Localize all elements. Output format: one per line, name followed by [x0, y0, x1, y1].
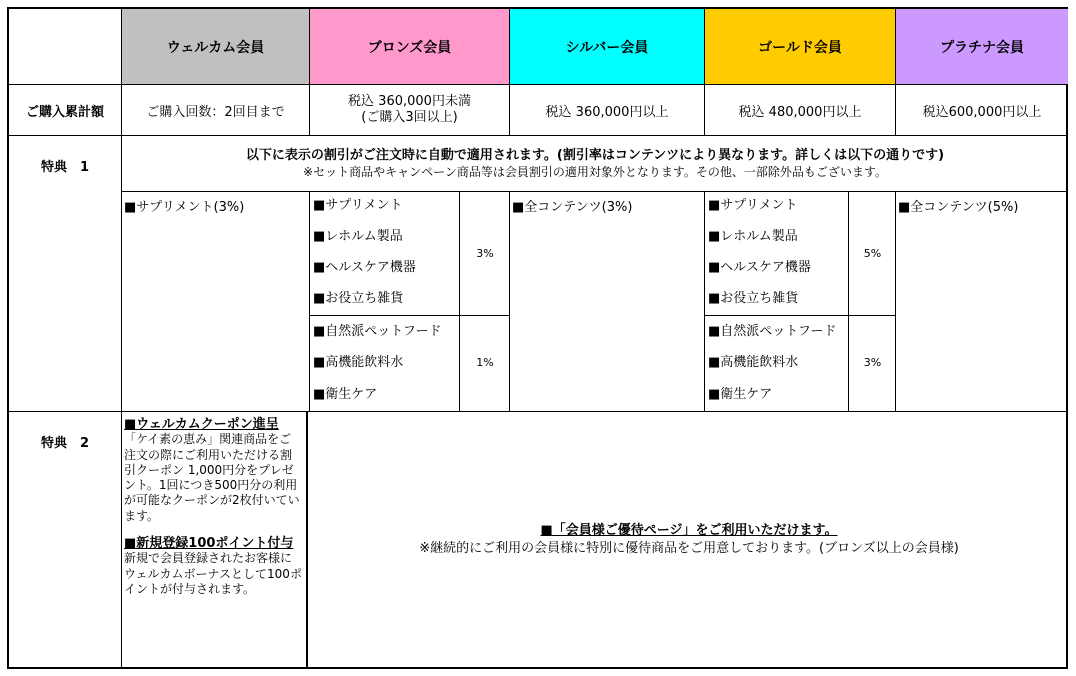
gold-group2-rate: 3% — [863, 356, 882, 369]
bronze-group1-item-4: ■お役立ち雑貨 — [313, 291, 404, 306]
bronze-group1-item-3: ■ヘルスケア機器 — [313, 260, 416, 275]
welcome-coupon-body: 「ケイ素の恵み」関連商品をご注文の際にご利用いただける割引クーポン 1,000円分をプレゼント。1回につき500円分の利用が可能なクーポンが2枚付いています。 — [124, 432, 300, 523]
welcome-coupon-heading: ■ウェルカムクーポン進呈 — [124, 417, 279, 432]
bronze-group1-item-2: ■レホルム製品 — [313, 229, 403, 244]
header-welcome: ウェルカム会員 — [122, 9, 310, 85]
benefit2-members-page-cell — [310, 412, 1068, 667]
members-page-body: ※継続的にご利用の会員様に特別に優待商品をご用意しております。(ブロンズ以上の会員様) — [419, 540, 959, 556]
benefit1-notice — [122, 136, 1068, 192]
header-silver: シルバー会員 — [510, 9, 705, 85]
gold-group2-item-2: ■高機能飲料水 — [708, 355, 799, 370]
benefit1-welcome-cell — [122, 192, 310, 412]
purchase-row-label: ご購入累計額 — [9, 85, 122, 136]
purchase-silver: 税込 360,000円以上 — [510, 85, 705, 136]
bronze-group1-item-1: ■サプリメント — [313, 198, 403, 213]
gold-group1-item-1: ■サプリメント — [708, 198, 798, 213]
bronze-group2-item-2: ■高機能飲料水 — [313, 355, 404, 370]
bronze-rate-divider — [459, 192, 460, 412]
new-registration-points-heading: ■新規登録100ポイント付与 — [124, 536, 294, 552]
gold-group1-item-3: ■ヘルスケア機器 — [708, 260, 811, 275]
new-registration-points-body: 新規で会員登録されたお客様にウェルカムボーナスとして100ポイントが付与されます。 — [124, 551, 302, 596]
purchase-platinum: 税込600,000円以上 — [896, 85, 1068, 136]
bronze-group2-item-1: ■自然派ペットフード — [313, 324, 442, 339]
benefit1-welcome-item: ■サプリメント(3%) — [124, 200, 245, 215]
gold-group2-item-3: ■衛生ケア — [708, 387, 773, 402]
bronze-group1-rate: 3% — [476, 247, 494, 260]
header-bronze: ブロンズ会員 — [310, 9, 510, 85]
benefit2-label: 特典 2 — [9, 412, 122, 667]
purchase-bronze — [310, 85, 510, 136]
purchase-welcome: ご購入回数：2回目まで — [122, 85, 310, 136]
purchase-bronze-line1: 税込 360,000円未満 — [348, 94, 471, 109]
benefit1-platinum-item: ■全コンテンツ(5%) — [898, 200, 1019, 215]
gold-group1-rate: 5% — [863, 247, 882, 260]
benefit1-silver-cell — [510, 192, 705, 412]
benefit1-notice-line2: ※セット商品やキャンペーン商品等は会員割引の適用対象外となります。その他、一部除外品もございます。 — [303, 164, 887, 179]
benefit1-label: 特典 1 — [9, 136, 122, 412]
header-platinum: プラチナ会員 — [896, 9, 1068, 85]
header-gold: ゴールド会員 — [705, 9, 896, 85]
purchase-gold: 税込 480,000円以上 — [705, 85, 896, 136]
gold-group1-item-4: ■お役立ち雑貨 — [708, 291, 799, 306]
purchase-bronze-line2: (ご購入3回以上) — [361, 110, 458, 125]
benefit1-platinum-cell — [896, 192, 1068, 412]
gold-group1-item-2: ■レホルム製品 — [708, 229, 798, 244]
benefit2-welcome-cell — [122, 412, 308, 667]
bronze-group2-item-3: ■衛生ケア — [313, 387, 378, 402]
members-page-heading: ■「会員様ご優待ページ」をご利用いただけます。 — [540, 522, 838, 538]
benefit1-notice-line1: 以下に表示の割引がご注文時に自動で適用されます。(割引率はコンテンツにより異なります。詳しくは以下の通りです) — [245, 147, 945, 163]
header-empty-cell — [9, 9, 122, 85]
gold-group2-item-1: ■自然派ペットフード — [708, 324, 837, 339]
gold-rate-divider — [848, 192, 849, 412]
benefit1-silver-item: ■全コンテンツ(3%) — [512, 200, 633, 215]
bronze-group2-rate: 1% — [476, 356, 494, 369]
membership-table — [7, 7, 1068, 669]
